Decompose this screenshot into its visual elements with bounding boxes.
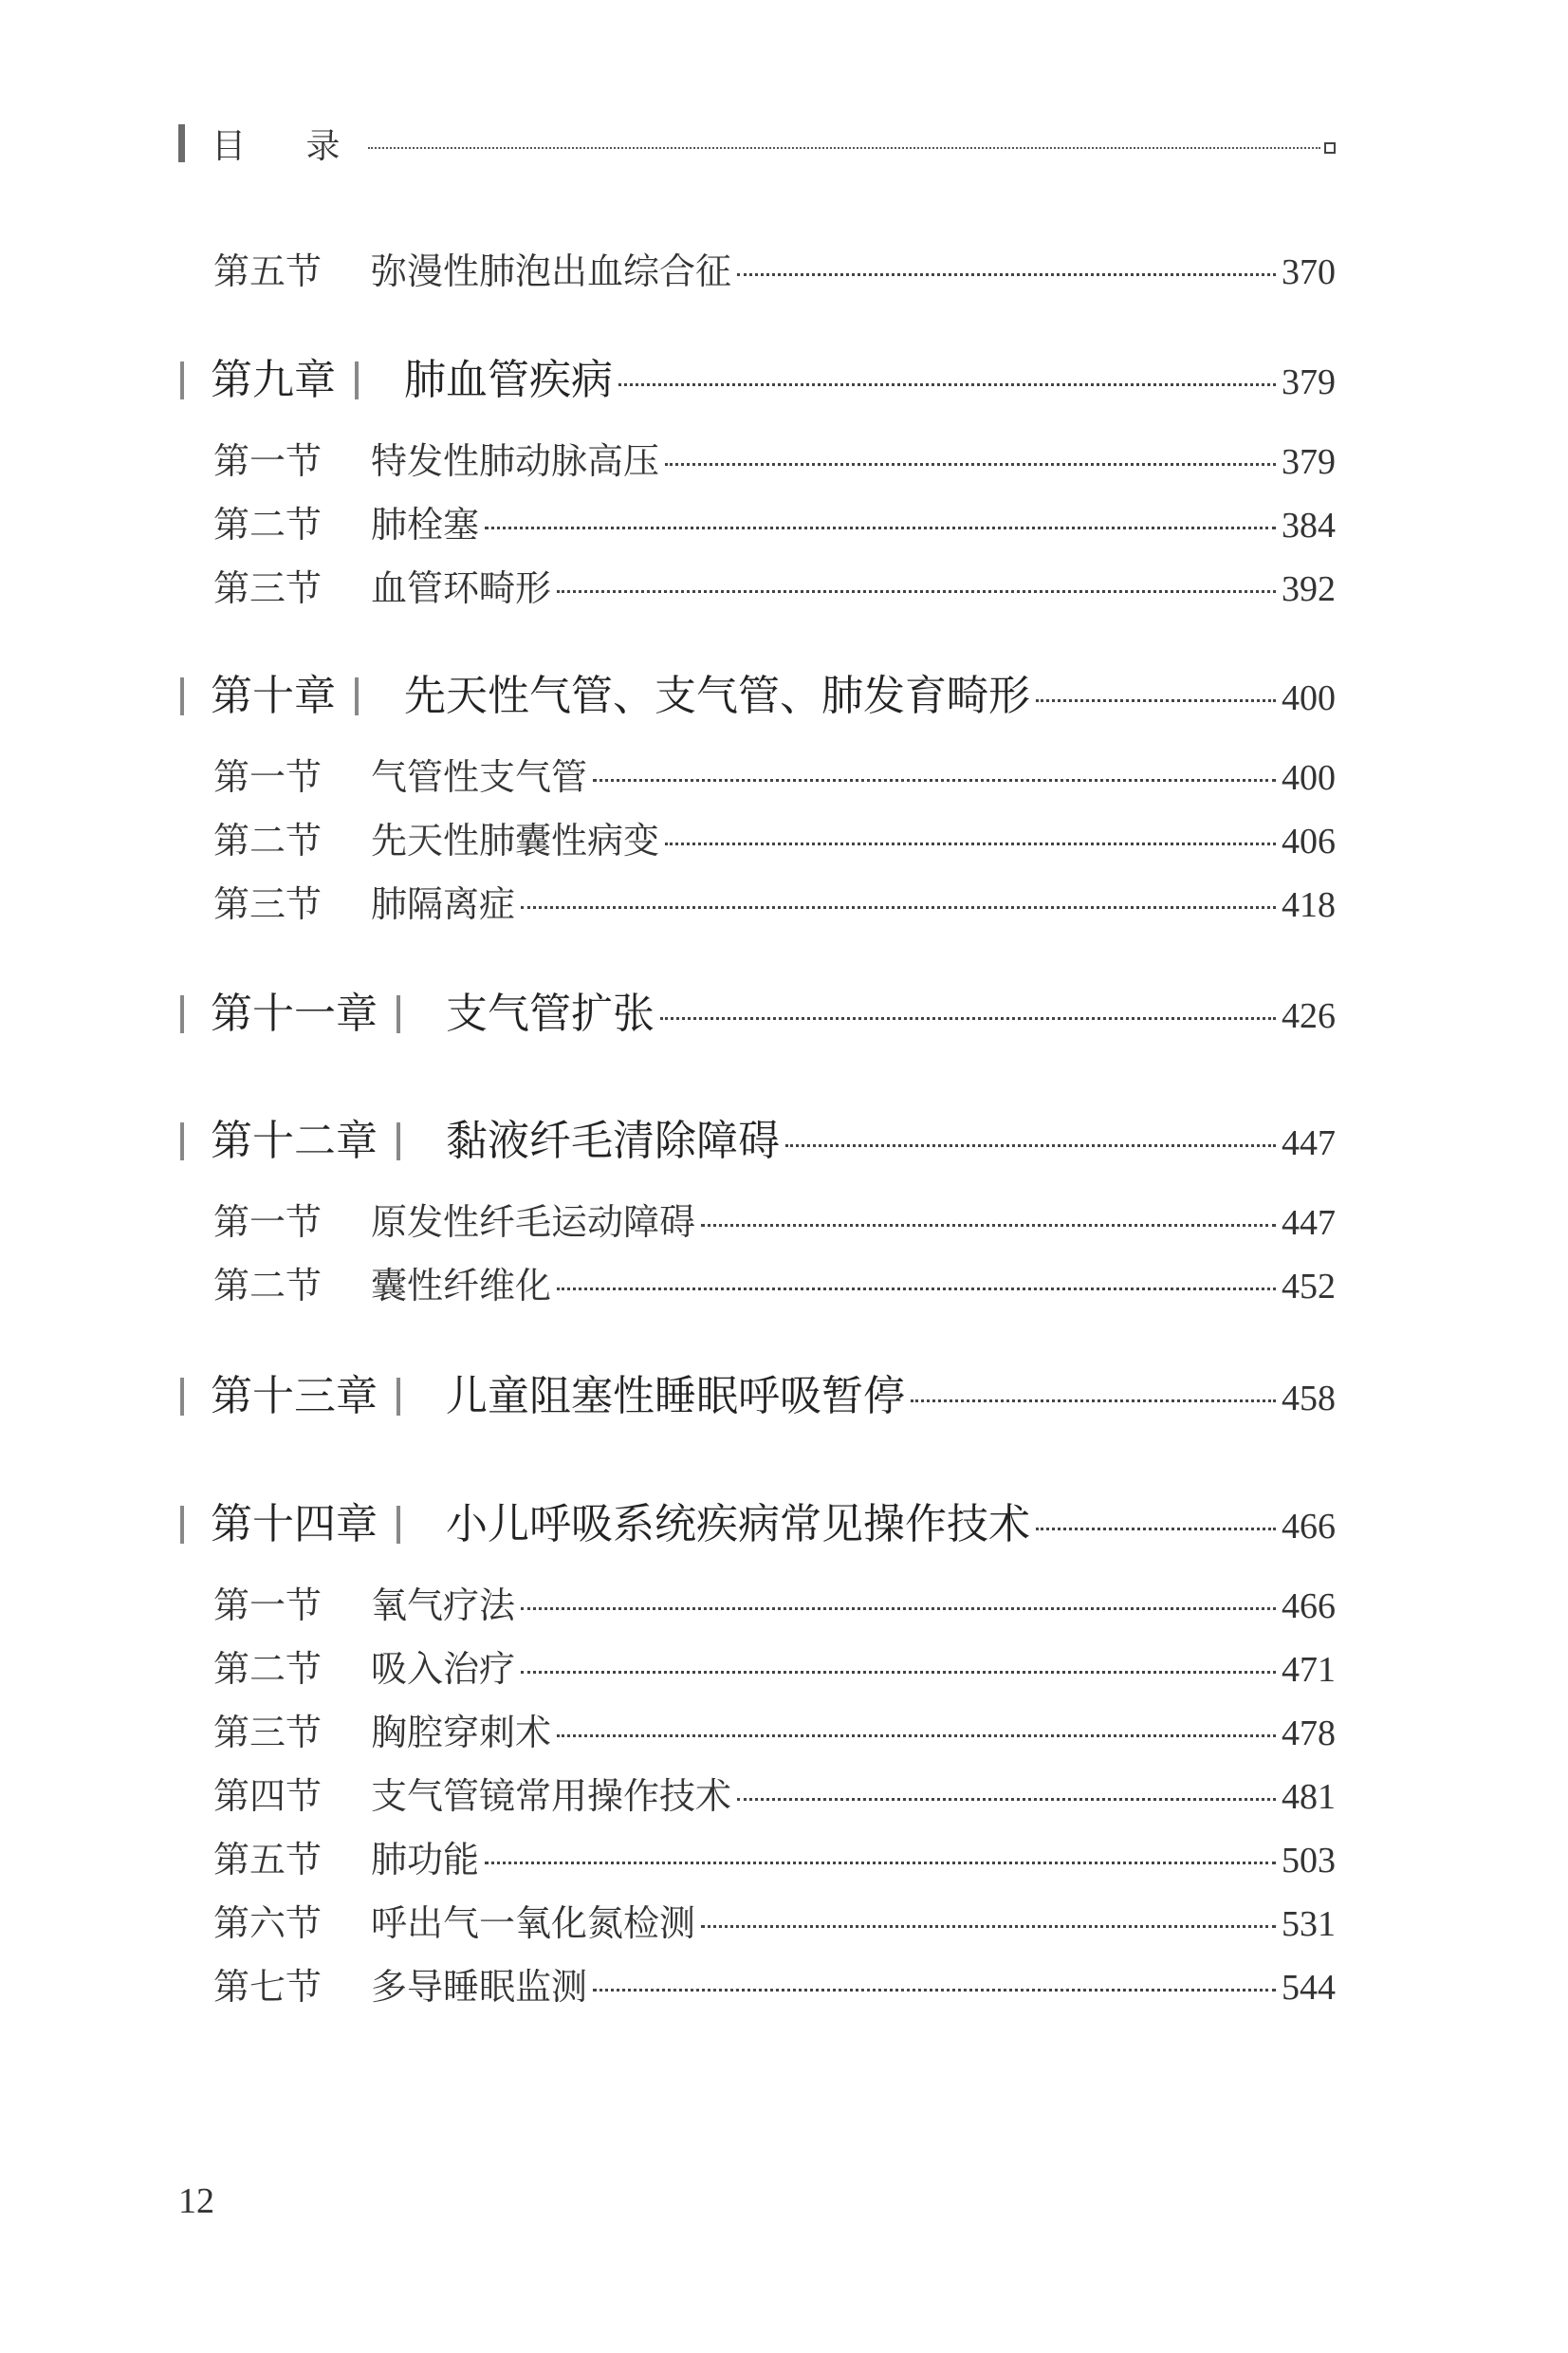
toc-section-entry[interactable] xyxy=(213,1767,1336,1819)
section-title: 气管性支气管 xyxy=(371,756,588,798)
section-label: 第五节 xyxy=(213,1839,323,1881)
section-label: 第六节 xyxy=(213,1902,323,1944)
dot-leader xyxy=(1036,699,1276,702)
dot-leader xyxy=(1036,1528,1276,1530)
page-ref: 531 xyxy=(1282,1904,1336,1944)
page-ref: 406 xyxy=(1282,822,1336,862)
dot-leader xyxy=(593,1989,1276,1992)
chapter-divider xyxy=(355,361,359,399)
dot-leader xyxy=(557,1288,1276,1290)
dot-leader xyxy=(785,1144,1276,1147)
dot-leader xyxy=(737,273,1276,276)
dot-leader xyxy=(737,1798,1276,1801)
page-ref: 392 xyxy=(1282,569,1336,609)
section-title: 呼出气一氧化氮检测 xyxy=(371,1902,696,1944)
chapter-title: 支气管扩张 xyxy=(446,990,655,1038)
page-ref: 481 xyxy=(1282,1777,1336,1817)
chapter-label: 第十章 xyxy=(211,672,336,720)
chapter-bar xyxy=(180,1506,184,1544)
chapter-bar xyxy=(180,1378,184,1416)
section-label: 第二节 xyxy=(213,1265,323,1306)
chapter-label: 第十一章 xyxy=(211,990,378,1038)
section-label: 第三节 xyxy=(213,567,323,609)
page-ref: 503 xyxy=(1282,1841,1336,1881)
toc-chapter-entry[interactable] xyxy=(180,1362,1336,1422)
dot-leader xyxy=(521,1607,1276,1610)
page-ref: 458 xyxy=(1282,1379,1336,1418)
dot-leader xyxy=(701,1925,1276,1928)
section-title: 血管环畸形 xyxy=(371,567,552,609)
dot-leader xyxy=(618,383,1276,386)
toc-section-entry[interactable] xyxy=(213,1830,1336,1882)
toc-section-entry[interactable] xyxy=(213,242,1336,294)
section-label: 第一节 xyxy=(213,440,323,482)
section-title: 吸入治疗 xyxy=(371,1648,516,1690)
toc-section-entry[interactable] xyxy=(213,1894,1336,1946)
chapter-bar xyxy=(180,1122,184,1160)
page-ref: 370 xyxy=(1282,252,1336,292)
page-ref: 471 xyxy=(1282,1650,1336,1690)
section-label: 第二节 xyxy=(213,504,323,546)
section-title: 先天性肺囊性病变 xyxy=(371,820,660,862)
page-ref: 418 xyxy=(1282,885,1336,925)
section-label: 第七节 xyxy=(213,1966,323,2008)
dot-leader xyxy=(557,590,1276,593)
toc-section-entry[interactable] xyxy=(213,1193,1336,1245)
toc-chapter-entry[interactable] xyxy=(180,1490,1336,1550)
toc-section-entry[interactable] xyxy=(213,1256,1336,1308)
chapter-bar xyxy=(180,361,184,399)
section-title: 特发性肺动脉高压 xyxy=(371,440,660,482)
section-label: 第一节 xyxy=(213,1201,323,1243)
chapter-label: 第十二章 xyxy=(211,1117,378,1165)
toc-chapter-entry[interactable] xyxy=(180,979,1336,1040)
page-ref: 379 xyxy=(1282,362,1336,402)
chapter-title: 小儿呼吸系统疾病常见操作技术 xyxy=(446,1500,1030,1548)
page-ref: 400 xyxy=(1282,678,1336,718)
section-title: 氧气疗法 xyxy=(371,1584,516,1626)
chapter-title: 先天性气管、支气管、肺发育畸形 xyxy=(404,672,1030,720)
toc-section-entry[interactable] xyxy=(213,1576,1336,1628)
section-label: 第三节 xyxy=(213,883,323,925)
section-label: 第三节 xyxy=(213,1712,323,1753)
page-ref: 426 xyxy=(1282,996,1336,1036)
section-title: 肺功能 xyxy=(371,1839,480,1881)
section-label: 第一节 xyxy=(213,1584,323,1626)
dot-leader xyxy=(485,527,1276,529)
page-ref: 400 xyxy=(1282,758,1336,798)
dot-leader xyxy=(593,779,1276,782)
chapter-label: 第十四章 xyxy=(211,1500,378,1548)
section-title: 弥漫性肺泡出血综合征 xyxy=(371,250,732,292)
page-ref: 447 xyxy=(1282,1203,1336,1243)
dot-leader xyxy=(665,843,1276,845)
chapter-bar xyxy=(180,677,184,715)
page-ref: 379 xyxy=(1282,442,1336,482)
chapter-divider xyxy=(397,1506,400,1544)
chapter-divider xyxy=(355,677,359,715)
page-ref: 466 xyxy=(1282,1586,1336,1626)
dot-leader xyxy=(521,906,1276,909)
chapter-title: 黏液纤毛清除障碍 xyxy=(446,1117,780,1165)
page-ref: 384 xyxy=(1282,506,1336,546)
chapter-title: 肺血管疾病 xyxy=(404,356,613,404)
chapter-divider xyxy=(397,1122,400,1160)
chapter-divider xyxy=(397,1378,400,1416)
page-number: 12 xyxy=(178,2181,214,2221)
dot-leader xyxy=(660,1017,1276,1020)
toc-section-entry[interactable] xyxy=(213,1640,1336,1692)
toc-chapter-entry[interactable] xyxy=(180,345,1336,406)
dot-leader xyxy=(665,463,1276,466)
section-title: 肺隔离症 xyxy=(371,883,516,925)
section-label: 第五节 xyxy=(213,250,323,292)
section-title: 肺栓塞 xyxy=(371,504,480,546)
chapter-label: 第九章 xyxy=(211,356,336,404)
toc-section-entry[interactable] xyxy=(213,1957,1336,2010)
dot-leader xyxy=(485,1862,1276,1864)
section-label: 第四节 xyxy=(213,1775,323,1817)
chapter-divider xyxy=(397,995,400,1033)
chapter-label: 第十三章 xyxy=(211,1372,378,1420)
section-title: 囊性纤维化 xyxy=(371,1265,552,1306)
section-title: 多导睡眠监测 xyxy=(371,1966,588,2008)
page-ref: 544 xyxy=(1282,1968,1336,2008)
dot-leader xyxy=(701,1224,1276,1227)
toc-section-entry[interactable] xyxy=(213,559,1336,611)
toc-section-entry[interactable] xyxy=(213,1703,1336,1755)
section-label: 第一节 xyxy=(213,756,323,798)
dot-leader xyxy=(911,1399,1276,1402)
toc-chapter-entry[interactable] xyxy=(180,661,1336,722)
dot-leader xyxy=(521,1671,1276,1674)
page-ref: 478 xyxy=(1282,1714,1336,1753)
toc-section-entry[interactable] xyxy=(213,875,1336,927)
toc-section-entry[interactable] xyxy=(213,495,1336,547)
section-label: 第二节 xyxy=(213,1648,323,1690)
page-ref: 452 xyxy=(1282,1267,1336,1306)
toc-section-entry[interactable] xyxy=(213,432,1336,484)
header-title: 目 录 xyxy=(212,126,365,166)
section-title: 胸腔穿刺术 xyxy=(371,1712,552,1753)
chapter-title: 儿童阻塞性睡眠呼吸暂停 xyxy=(446,1372,905,1420)
chapter-bar xyxy=(180,995,184,1033)
section-title: 支气管镜常用操作技术 xyxy=(371,1775,732,1817)
page-ref: 466 xyxy=(1282,1507,1336,1547)
dot-leader xyxy=(557,1734,1276,1737)
toc-section-entry[interactable] xyxy=(213,748,1336,800)
section-title: 原发性纤毛运动障碍 xyxy=(371,1201,696,1243)
section-label: 第二节 xyxy=(213,820,323,862)
toc-section-entry[interactable] xyxy=(213,811,1336,863)
toc-chapter-entry[interactable] xyxy=(180,1106,1336,1167)
page-ref: 447 xyxy=(1282,1123,1336,1163)
